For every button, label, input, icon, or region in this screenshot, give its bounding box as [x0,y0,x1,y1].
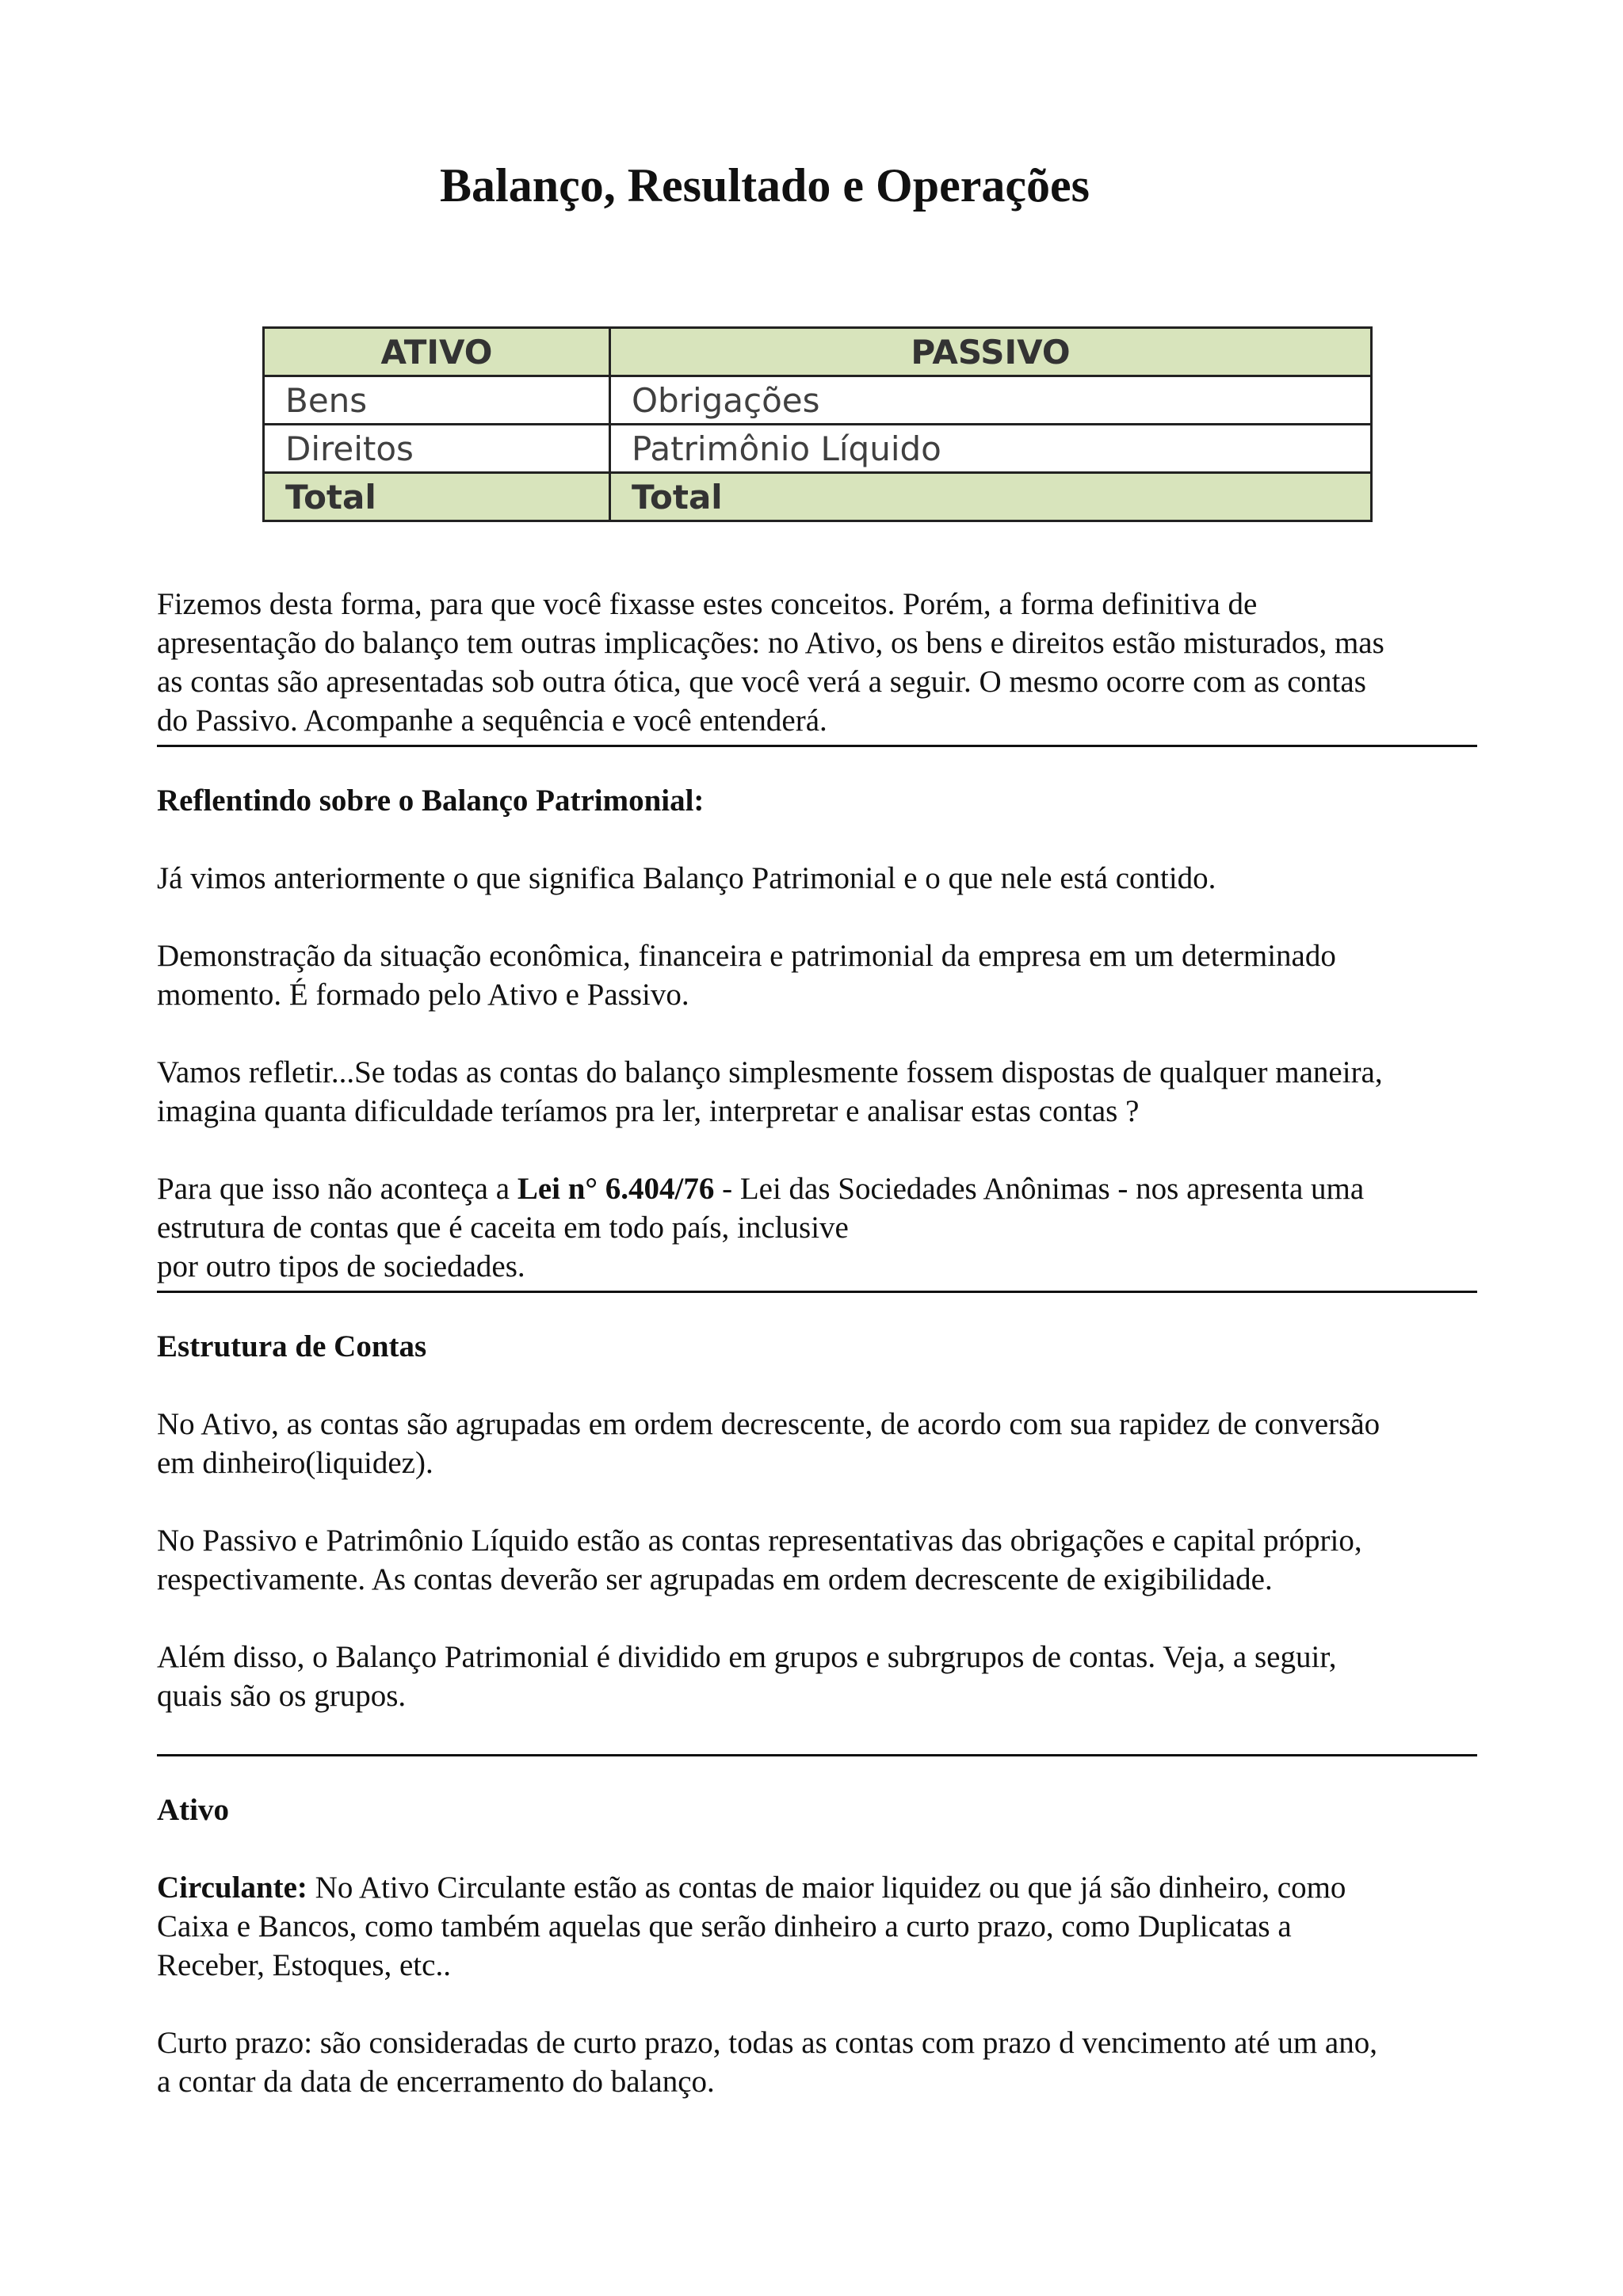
section-heading-ativo: Ativo [157,1793,229,1827]
text-line: quais são os grupos. [157,1679,407,1713]
text-fragment: Para que isso não aconteça a [157,1172,517,1206]
intro-paragraph [157,585,1477,740]
text-line: por outro tipos de sociedades. [157,1249,525,1283]
header-ativo: ATIVO [264,328,610,376]
text-line: em dinheiro(liquidez). [157,1446,433,1480]
paragraph [157,2023,1477,2101]
section-heading-estrutura: Estrutura de Contas [157,1329,427,1363]
cell-patrimonio-liquido: Patrimônio Líquido [609,425,1371,473]
text-line: Receber, Estoques, etc.. [157,1948,451,1982]
cell-obrigacoes: Obrigações [609,376,1371,425]
text-line: momento. É formado pelo Ativo e Passivo. [157,978,689,1012]
paragraph-lei [157,1169,1477,1286]
document-body [157,585,1477,2101]
page-title: Balanço, Resultado e Operações [440,159,1090,212]
text-line: estrutura de contas que é caceita em todo país, inclusive [157,1211,849,1245]
paragraph [157,1638,1477,1715]
paragraph-circulante [157,1868,1477,1985]
text-fragment: - Lei das Sociedades Anônimas - nos apresenta uma [714,1172,1365,1206]
paragraph [157,1053,1477,1131]
cell-total-passivo: Total [609,473,1371,521]
text-line: Além disso, o Balanço Patrimonial é dividido em grupos e subrgrupos de contas. Veja, a seguir, [157,1640,1337,1674]
term-circulante: Circulante: [157,1871,307,1905]
paragraph [157,1521,1477,1599]
text-line: Demonstração da situação econômica, financeira e patrimonial da empresa em um determinado [157,939,1336,973]
paragraph [157,1405,1477,1482]
text-line: No Passivo e Patrimônio Líquido estão as contas representativas das obrigações e capital próprio, [157,1524,1362,1558]
intro-line: apresentação do balanço tem outras implicações: no Ativo, os bens e direitos estão misturados, mas [157,626,1384,660]
balance-table [262,326,1373,522]
text-line: Vamos refletir...Se todas as contas do balanço simplesmente fossem dispostas de qualquer maneira, [157,1055,1383,1089]
header-passivo: PASSIVO [609,328,1371,376]
law-reference: Lei n° 6.404/76 [517,1172,715,1206]
text-line: No Ativo, as contas são agrupadas em ordem decrescente, de acordo com sua rapidez de conversão [157,1407,1381,1441]
intro-line: as contas são apresentadas sob outra ótica, que você verá a seguir. O mesmo ocorre com as contas [157,665,1366,699]
cell-direitos: Direitos [264,425,610,473]
text-line: Caixa e Bancos, como também aquelas que serão dinheiro a curto prazo, como Duplicatas a [157,1909,1292,1943]
paragraph: Já vimos anteriormente o que significa Balanço Patrimonial e o que nele está contido. [157,861,1216,895]
cell-total-ativo: Total [264,473,610,521]
section-heading-reflexao: Reflentindo sobre o Balanço Patrimonial: [157,784,705,818]
text-line: Curto prazo: são consideradas de curto prazo, todas as contas com prazo d vencimento até um ano, [157,2026,1377,2060]
cell-bens: Bens [264,376,610,425]
text-line: imagina quanta dificuldade teríamos pra ler, interpretar e analisar estas contas ? [157,1094,1140,1128]
paragraph [157,936,1477,1014]
table-row [264,425,1372,473]
table-row [264,376,1372,425]
intro-line: Fizemos desta forma, para que você fixasse estes conceitos. Porém, a forma definitiva de [157,587,1258,621]
text-fragment: No Ativo Circulante estão as contas de maior liquidez ou que já são dinheiro, como [307,1871,1346,1905]
intro-line: do Passivo. Acompanhe a sequência e você entenderá. [157,704,827,738]
table-header-row [264,328,1372,376]
table-total-row [264,473,1372,521]
text-line: respectivamente. As contas deverão ser agrupadas em ordem decrescente de exigibilidade. [157,1562,1273,1596]
text-line: a contar da data de encerramento do balanço. [157,2065,715,2099]
